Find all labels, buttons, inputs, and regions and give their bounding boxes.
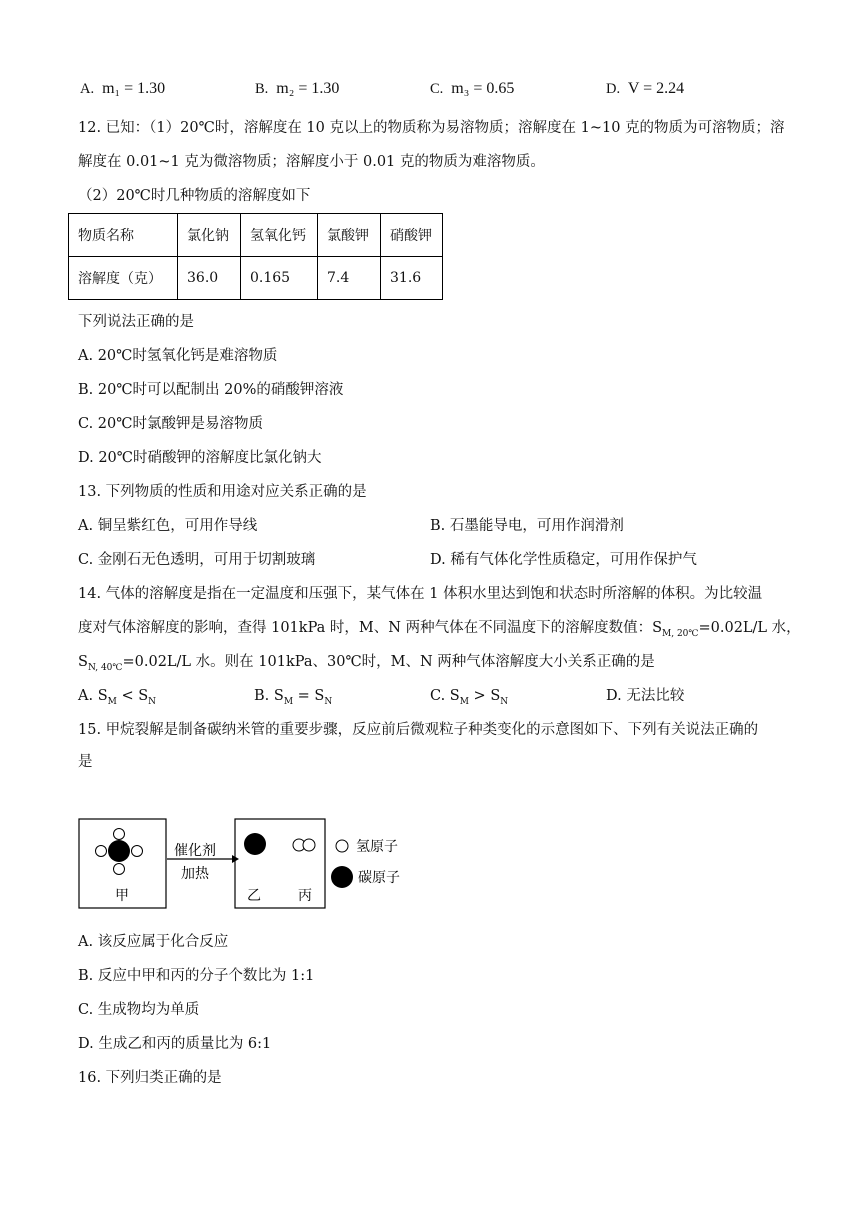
q14-stem-line1: 14. 气体的溶解度是指在一定温度和压强下，某气体在 1 体积水里达到饱和状态时所溶解的体积。为比较温	[78, 586, 763, 602]
reactant-label: 甲	[115, 888, 129, 904]
q15-stem-line2: 是	[78, 754, 93, 770]
q15-option-d: D. 生成乙和丙的质量比为 6:1	[78, 1036, 272, 1052]
table-cell: 31.6	[381, 257, 443, 300]
product-label-2: 丙	[298, 888, 312, 904]
q12-prompt: 下列说法正确的是	[78, 314, 194, 330]
table-cell: 7.4	[318, 257, 381, 300]
carbon-legend-icon	[331, 866, 353, 888]
q13-option-b: B. 石墨能导电，可用作润滑剂	[430, 518, 624, 534]
q15-option-a: A. 该反应属于化合反应	[78, 934, 229, 950]
q16-stem: 16. 下列归类正确的是	[78, 1070, 222, 1086]
q14-option-b: B. $S_M = S_N$	[254, 688, 333, 707]
arrow-bottom-label: 加热	[181, 866, 209, 882]
table-cell: 氯化钠	[178, 214, 241, 257]
table-row	[69, 214, 443, 257]
q15-option-b: B. 反应中甲和丙的分子个数比为 1:1	[78, 968, 315, 984]
hydrogen-legend-label: 氢原子	[356, 839, 398, 855]
q13-option-a: A. 铜呈紫红色，可用作导线	[78, 518, 258, 534]
q12-option-c: C. 20℃时氯酸钾是易溶物质	[78, 416, 263, 432]
q12-option-d: D. 20℃时硝酸钾的溶解度比氯化钠大	[78, 450, 322, 466]
q11-option-b: B. m₂ = 1.30	[255, 80, 340, 97]
q13-option-d: D. 稀有气体化学性质稳定，可用作保护气	[430, 552, 697, 568]
arrow-top-label: 催化剂	[174, 843, 216, 859]
q11-option-d: D. V = 2.24	[606, 80, 685, 97]
q14-option-d: D. 无法比较	[606, 688, 685, 704]
table-cell: 硝酸钾	[381, 214, 443, 257]
q12-stem-line1: 12. 已知：（1）20℃时，溶解度在 10 克以上的物质称为易溶物质；溶解度在 1~10 克的物质为可溶物质；溶	[78, 120, 785, 136]
solubility-table	[68, 213, 443, 300]
carbon-atom-icon	[244, 833, 266, 855]
carbon-legend-label: 碳原子	[358, 870, 400, 886]
product-label-1: 乙	[247, 888, 261, 904]
q12-option-a: A. 20℃时氢氧化钙是难溶物质	[78, 348, 278, 364]
q12-stem-line2: 解度在 0.01~1 克为微溶物质；溶解度小于 0.01 克的物质为难溶物质。	[78, 154, 545, 170]
q15-stem-line1: 15. 甲烷裂解是制备碳纳米管的重要步骤，反应前后微观粒子种类变化的示意图如下、下列有关说法正确的	[78, 722, 759, 738]
table-cell: 物质名称	[69, 214, 178, 257]
q11-option-c: C. m₃ = 0.65	[430, 80, 515, 97]
hydrogen-molecule-icon	[293, 839, 315, 851]
table-cell: 溶解度（克）	[69, 257, 178, 300]
q14-option-c: C. $S_M > S_N$	[430, 688, 509, 707]
table-cell: 0.165	[241, 257, 318, 300]
q13-option-c: C. 金刚石无色透明，可用于切割玻璃	[78, 552, 316, 568]
reaction-diagram	[78, 818, 438, 913]
q11-option-a: A. m₁ = 1.30	[80, 80, 166, 97]
table-cell: 氯酸钾	[318, 214, 381, 257]
table-row	[69, 257, 443, 300]
q14-stem-line3: $S_{N, 40℃}=0.02L/L$ 水。则在 101kPa、30℃时，M、N 两种气体溶解度大小关系正确的是	[78, 654, 655, 673]
q14-stem-line2: 度对气体溶解度的影响，查得 101kPa 时，M、N 两种气体在不同温度下的溶解度数值：$S_{M, 20℃}=0.02L/L$ 水，	[78, 620, 801, 639]
q15-option-c: C. 生成物均为单质	[78, 1002, 200, 1018]
table-cell: 氢氧化钙	[241, 214, 318, 257]
hydrogen-legend-icon	[336, 840, 348, 852]
q13-stem: 13. 下列物质的性质和用途对应关系正确的是	[78, 484, 367, 500]
table-cell: 36.0	[178, 257, 241, 300]
q12-stem-line3: （2）20℃时几种物质的溶解度如下	[78, 188, 311, 204]
q12-option-b: B. 20℃时可以配制出 20%的硝酸钾溶液	[78, 382, 344, 398]
methane-molecule-icon	[96, 829, 143, 875]
q14-option-a: A. $S_M < S_N$	[78, 688, 157, 707]
